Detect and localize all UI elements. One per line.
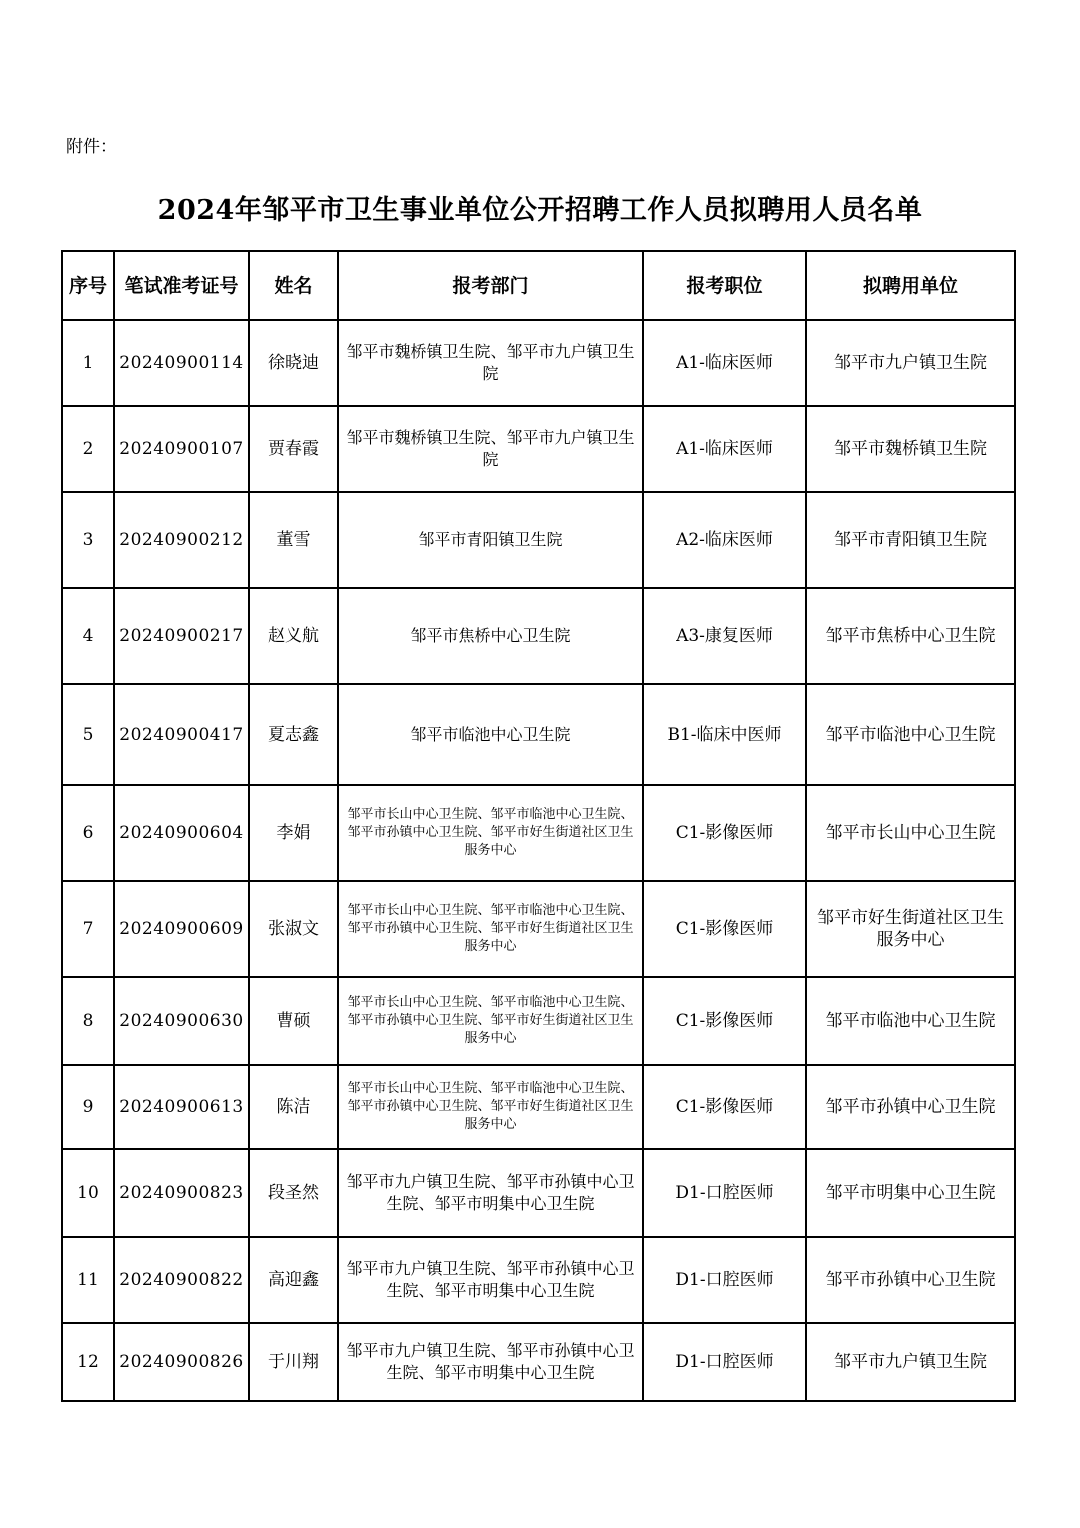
cell-no: 2 [62, 406, 114, 492]
cell-name: 于川翔 [249, 1323, 338, 1401]
cell-position: A1-临床医师 [643, 320, 806, 406]
table-row [62, 977, 1015, 1065]
cell-department: 邹平市青阳镇卫生院 [338, 492, 643, 588]
cell-position: C1-影像医师 [643, 785, 806, 881]
table-row [62, 1323, 1015, 1401]
cell-name: 曹硕 [249, 977, 338, 1065]
cell-name: 高迎鑫 [249, 1237, 338, 1323]
cell-exam-id: 20240900604 [114, 785, 249, 881]
cell-unit: 邹平市魏桥镇卫生院 [806, 406, 1015, 492]
cell-exam-id: 20240900823 [114, 1149, 249, 1237]
cell-exam-id: 20240900114 [114, 320, 249, 406]
cell-exam-id: 20240900613 [114, 1065, 249, 1149]
cell-department: 邹平市临池中心卫生院 [338, 684, 643, 785]
cell-position: D1-口腔医师 [643, 1237, 806, 1323]
cell-exam-id: 20240900822 [114, 1237, 249, 1323]
cell-position: A2-临床医师 [643, 492, 806, 588]
cell-name: 张淑文 [249, 881, 338, 977]
cell-position: C1-影像医师 [643, 881, 806, 977]
table-row [62, 1065, 1015, 1149]
cell-unit: 邹平市明集中心卫生院 [806, 1149, 1015, 1237]
cell-name: 李娟 [249, 785, 338, 881]
cell-position: C1-影像医师 [643, 1065, 806, 1149]
cell-unit: 邹平市青阳镇卫生院 [806, 492, 1015, 588]
cell-name: 贾春霞 [249, 406, 338, 492]
cell-name: 赵义航 [249, 588, 338, 684]
cell-exam-id: 20240900212 [114, 492, 249, 588]
cell-department: 邹平市九户镇卫生院、邹平市孙镇中心卫生院、邹平市明集中心卫生院 [338, 1237, 643, 1323]
table-row [62, 684, 1015, 785]
cell-name: 徐晓迪 [249, 320, 338, 406]
cell-exam-id: 20240900826 [114, 1323, 249, 1401]
cell-department: 邹平市长山中心卫生院、邹平市临池中心卫生院、邹平市孙镇中心卫生院、邹平市好生街道社区卫生服务中心 [338, 1065, 643, 1149]
cell-no: 3 [62, 492, 114, 588]
cell-department: 邹平市魏桥镇卫生院、邹平市九户镇卫生院 [338, 406, 643, 492]
cell-no: 4 [62, 588, 114, 684]
header-name: 姓名 [249, 251, 338, 320]
table-header-row [62, 251, 1015, 320]
table-row [62, 785, 1015, 881]
table-row [62, 406, 1015, 492]
header-unit: 拟聘用单位 [806, 251, 1015, 320]
cell-no: 6 [62, 785, 114, 881]
cell-no: 9 [62, 1065, 114, 1149]
header-no: 序号 [62, 251, 114, 320]
cell-no: 12 [62, 1323, 114, 1401]
cell-position: D1-口腔医师 [643, 1323, 806, 1401]
cell-exam-id: 20240900217 [114, 588, 249, 684]
cell-no: 8 [62, 977, 114, 1065]
table-row [62, 1149, 1015, 1237]
cell-name: 夏志鑫 [249, 684, 338, 785]
cell-department: 邹平市长山中心卫生院、邹平市临池中心卫生院、邹平市孙镇中心卫生院、邹平市好生街道社区卫生服务中心 [338, 977, 643, 1065]
cell-no: 10 [62, 1149, 114, 1237]
cell-unit: 邹平市临池中心卫生院 [806, 684, 1015, 785]
cell-department: 邹平市长山中心卫生院、邹平市临池中心卫生院、邹平市孙镇中心卫生院、邹平市好生街道社区卫生服务中心 [338, 785, 643, 881]
cell-unit: 邹平市孙镇中心卫生院 [806, 1065, 1015, 1149]
header-exam-id: 笔试准考证号 [114, 251, 249, 320]
table-row [62, 492, 1015, 588]
document-title: 2024年邹平市卫生事业单位公开招聘工作人员拟聘用人员名单 [157, 195, 923, 226]
cell-department: 邹平市九户镇卫生院、邹平市孙镇中心卫生院、邹平市明集中心卫生院 [338, 1323, 643, 1401]
cell-department: 邹平市九户镇卫生院、邹平市孙镇中心卫生院、邹平市明集中心卫生院 [338, 1149, 643, 1237]
cell-position: B1-临床中医师 [643, 684, 806, 785]
cell-department: 邹平市焦桥中心卫生院 [338, 588, 643, 684]
cell-no: 1 [62, 320, 114, 406]
cell-unit: 邹平市临池中心卫生院 [806, 977, 1015, 1065]
cell-department: 邹平市魏桥镇卫生院、邹平市九户镇卫生院 [338, 320, 643, 406]
cell-unit: 邹平市长山中心卫生院 [806, 785, 1015, 881]
attachment-label: 附件： [66, 137, 117, 157]
header-position: 报考职位 [643, 251, 806, 320]
cell-unit: 邹平市好生街道社区卫生服务中心 [806, 881, 1015, 977]
cell-no: 11 [62, 1237, 114, 1323]
cell-name: 董雪 [249, 492, 338, 588]
cell-no: 5 [62, 684, 114, 785]
header-department: 报考部门 [338, 251, 643, 320]
cell-position: C1-影像医师 [643, 977, 806, 1065]
cell-unit: 邹平市九户镇卫生院 [806, 1323, 1015, 1401]
cell-exam-id: 20240900630 [114, 977, 249, 1065]
cell-department: 邹平市长山中心卫生院、邹平市临池中心卫生院、邹平市孙镇中心卫生院、邹平市好生街道社区卫生服务中心 [338, 881, 643, 977]
cell-position: A3-康复医师 [643, 588, 806, 684]
cell-unit: 邹平市孙镇中心卫生院 [806, 1237, 1015, 1323]
cell-name: 陈洁 [249, 1065, 338, 1149]
cell-exam-id: 20240900609 [114, 881, 249, 977]
cell-unit: 邹平市九户镇卫生院 [806, 320, 1015, 406]
table-row [62, 320, 1015, 406]
table-row [62, 881, 1015, 977]
cell-position: A1-临床医师 [643, 406, 806, 492]
hiring-list-table [61, 250, 1016, 1402]
table-row [62, 588, 1015, 684]
cell-name: 段圣然 [249, 1149, 338, 1237]
cell-unit: 邹平市焦桥中心卫生院 [806, 588, 1015, 684]
cell-no: 7 [62, 881, 114, 977]
cell-exam-id: 20240900417 [114, 684, 249, 785]
table-row [62, 1237, 1015, 1323]
cell-position: D1-口腔医师 [643, 1149, 806, 1237]
cell-exam-id: 20240900107 [114, 406, 249, 492]
